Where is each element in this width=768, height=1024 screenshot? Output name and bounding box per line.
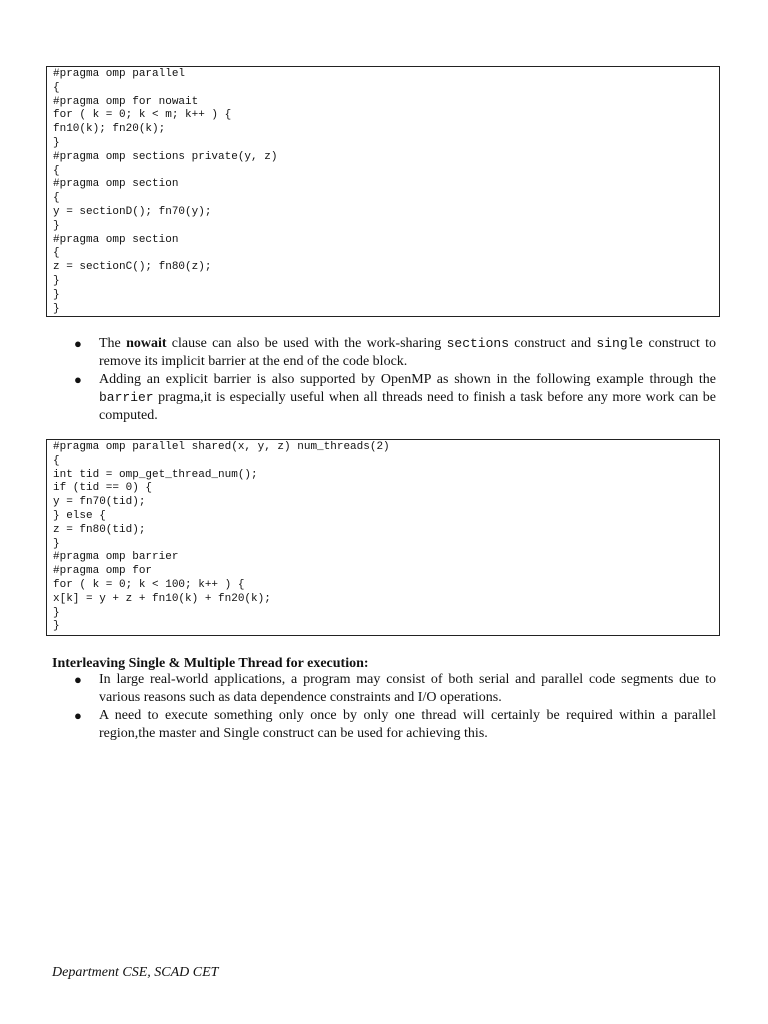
code-line: if (tid == 0) { [53,482,153,495]
code-line: fn10(k); fn20(k); [53,123,166,136]
bullet-icon: ● [74,336,82,351]
page-footer: Department CSE, SCAD CET [52,965,219,980]
code-line: } [53,606,60,619]
code-line: } [53,219,60,232]
code-line: y = sectionD(); fn70(y); [53,205,212,218]
text-run: The [99,336,127,351]
text-run: clause can also be used with the work-sharing [166,336,447,351]
code-line: } [53,136,60,149]
code-block-2 [46,439,720,636]
text-run: Adding an explicit barrier is also supported by OpenMP as shown in the following example through the [99,372,716,387]
code-line: #pragma omp parallel [53,68,186,80]
list-item [74,371,716,425]
code-line: z = sectionC(); fn80(z); [53,261,212,274]
code-line: { [53,247,60,260]
code-line: int tid = omp_get_thread_num(); [53,468,258,481]
code-line: #pragma omp for nowait [53,95,199,108]
code-line: #pragma omp sections private(y, z) [53,150,278,163]
code-line: { [53,192,60,205]
code-keyword-barrier: barrier [99,390,154,405]
bullet-icon: ● [74,672,82,687]
code-line: } [53,274,60,287]
code-line: { [53,454,60,467]
list-item-text: A need to execute something only once by only one thread will certainly be required within a parallel region,the master and Single construct can be used for achieving this. [99,708,716,741]
code-line: } [53,620,60,633]
code-line: for ( k = 0; k < 100; k++ ) { [53,578,245,591]
code-line: #pragma omp for [53,565,153,578]
code-line: { [53,164,60,177]
code-block-1 [46,66,720,317]
code-line: } else { [53,509,106,522]
bullet-list-2 [74,671,716,743]
code-keyword-single: single [596,336,644,351]
code-line: } [53,537,60,550]
bullet-icon: ● [74,372,82,387]
code-line: x[k] = y + z + fn10(k) + fn20(k); [53,592,271,605]
text-run: construct to remove its implicit barrier at the end of the code block. [99,336,717,369]
code-line: } [53,288,60,301]
bullet-list-1 [74,335,716,425]
code-line: { [53,81,60,94]
section-heading: Interleaving Single & Multiple Thread for execution: [52,656,369,671]
code-line: #pragma omp section [53,178,179,191]
code-line: #pragma omp section [53,233,179,246]
code-keyword-sections: sections [446,336,510,351]
list-item [74,707,716,743]
bullet-icon: ● [74,708,82,723]
text-run: pragma,it is especially useful when all threads need to finish a task before any more work can be computed. [99,390,716,423]
keyword-nowait: nowait [126,336,167,351]
code-line: #pragma omp parallel shared(x, y, z) num_threads(2) [53,441,390,453]
code-line: } [53,302,60,315]
code-line: y = fn70(tid); [53,496,146,509]
list-item [74,671,716,707]
code-line: for ( k = 0; k < m; k++ ) { [53,109,232,122]
list-item [74,335,716,371]
code-line: #pragma omp barrier [53,551,179,564]
text-run: construct and [509,336,597,351]
code-line: z = fn80(tid); [53,523,146,536]
list-item-text: In large real-world applications, a program may consist of both serial and parallel code segments due to various reasons such as data dependence constraints and I/O operations. [99,672,716,705]
